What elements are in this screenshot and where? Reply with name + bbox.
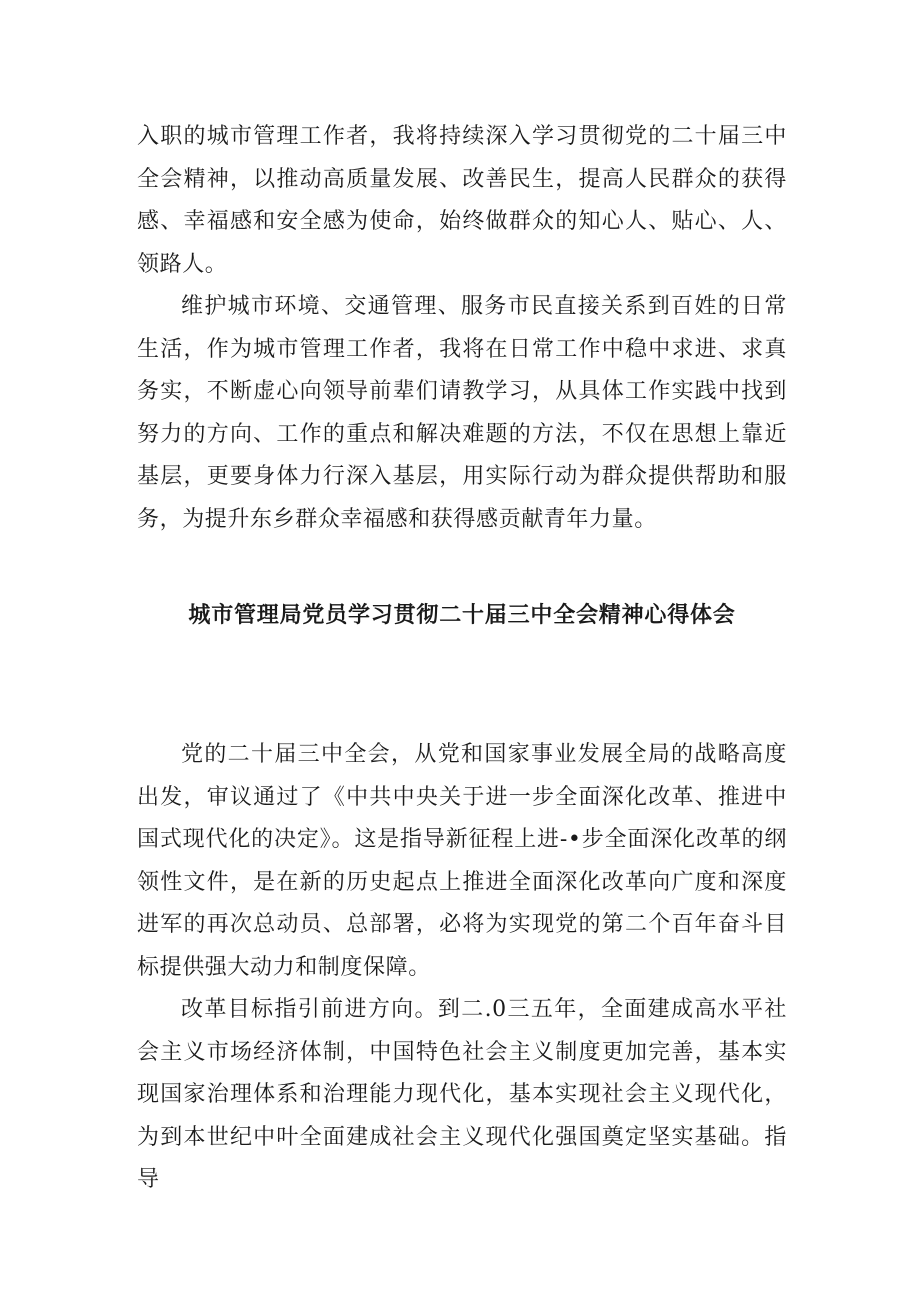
text-block-top [137,116,787,541]
paragraph-continued: 入职的城市管理工作者，我将持续深入学习贯彻党的二十届三中全会精神，以推动高质量发展、改善民生，提高人民群众的获得感、幸福感和安全感为使命，始终做群众的知心人、贴心、人、领路人。 [137,124,787,277]
article-title: 城市管理局党员学习贯彻二十届三中全会精神心得体会 [188,603,736,628]
paragraph-reform-goals: 改革目标指引前进方向。到二.0三五年，全面建成高水平社会主义市场经济体制，中国特色社会主义制度更加完善，基本实现国家治理体系和治理能力现代化，基本实现社会主义现代化，为到本世纪中叶全面建成社会主义现代化强国奠定坚实基础。指导 [137,997,787,1192]
paragraph-city-service: 维护城市环境、交通管理、服务市民直接关系到百姓的日常生活，作为城市管理工作者，我将在日常工作中稳中求进、求真务实，不断虚心向领导前辈们请教学习，从具体工作实践中找到努力的方向、工作的重点和解决难题的方法，不仅在思想上靠近基层，更要身体力行深入基层，用实际行动为群众提供帮助和服务，为提升东乡群众幸福感和获得感贡献青年力量。 [137,294,787,532]
paragraph-plenum-intro: 党的二十届三中全会，从党和国家事业发展全局的战略高度出发，审议通过了《中共中央关于进一步全面深化改革、推进中国式现代化的决定》。这是指导新征程上进-•步全面深化改革的纲领性文件，是在新的历史起点上推进全面深化改革向广度和深度进军的再次总动员、总部署，必将为实现党的第二个百年奋斗目标提供强大动力和制度保障。 [137,742,787,980]
text-block-bottom [137,734,787,1202]
